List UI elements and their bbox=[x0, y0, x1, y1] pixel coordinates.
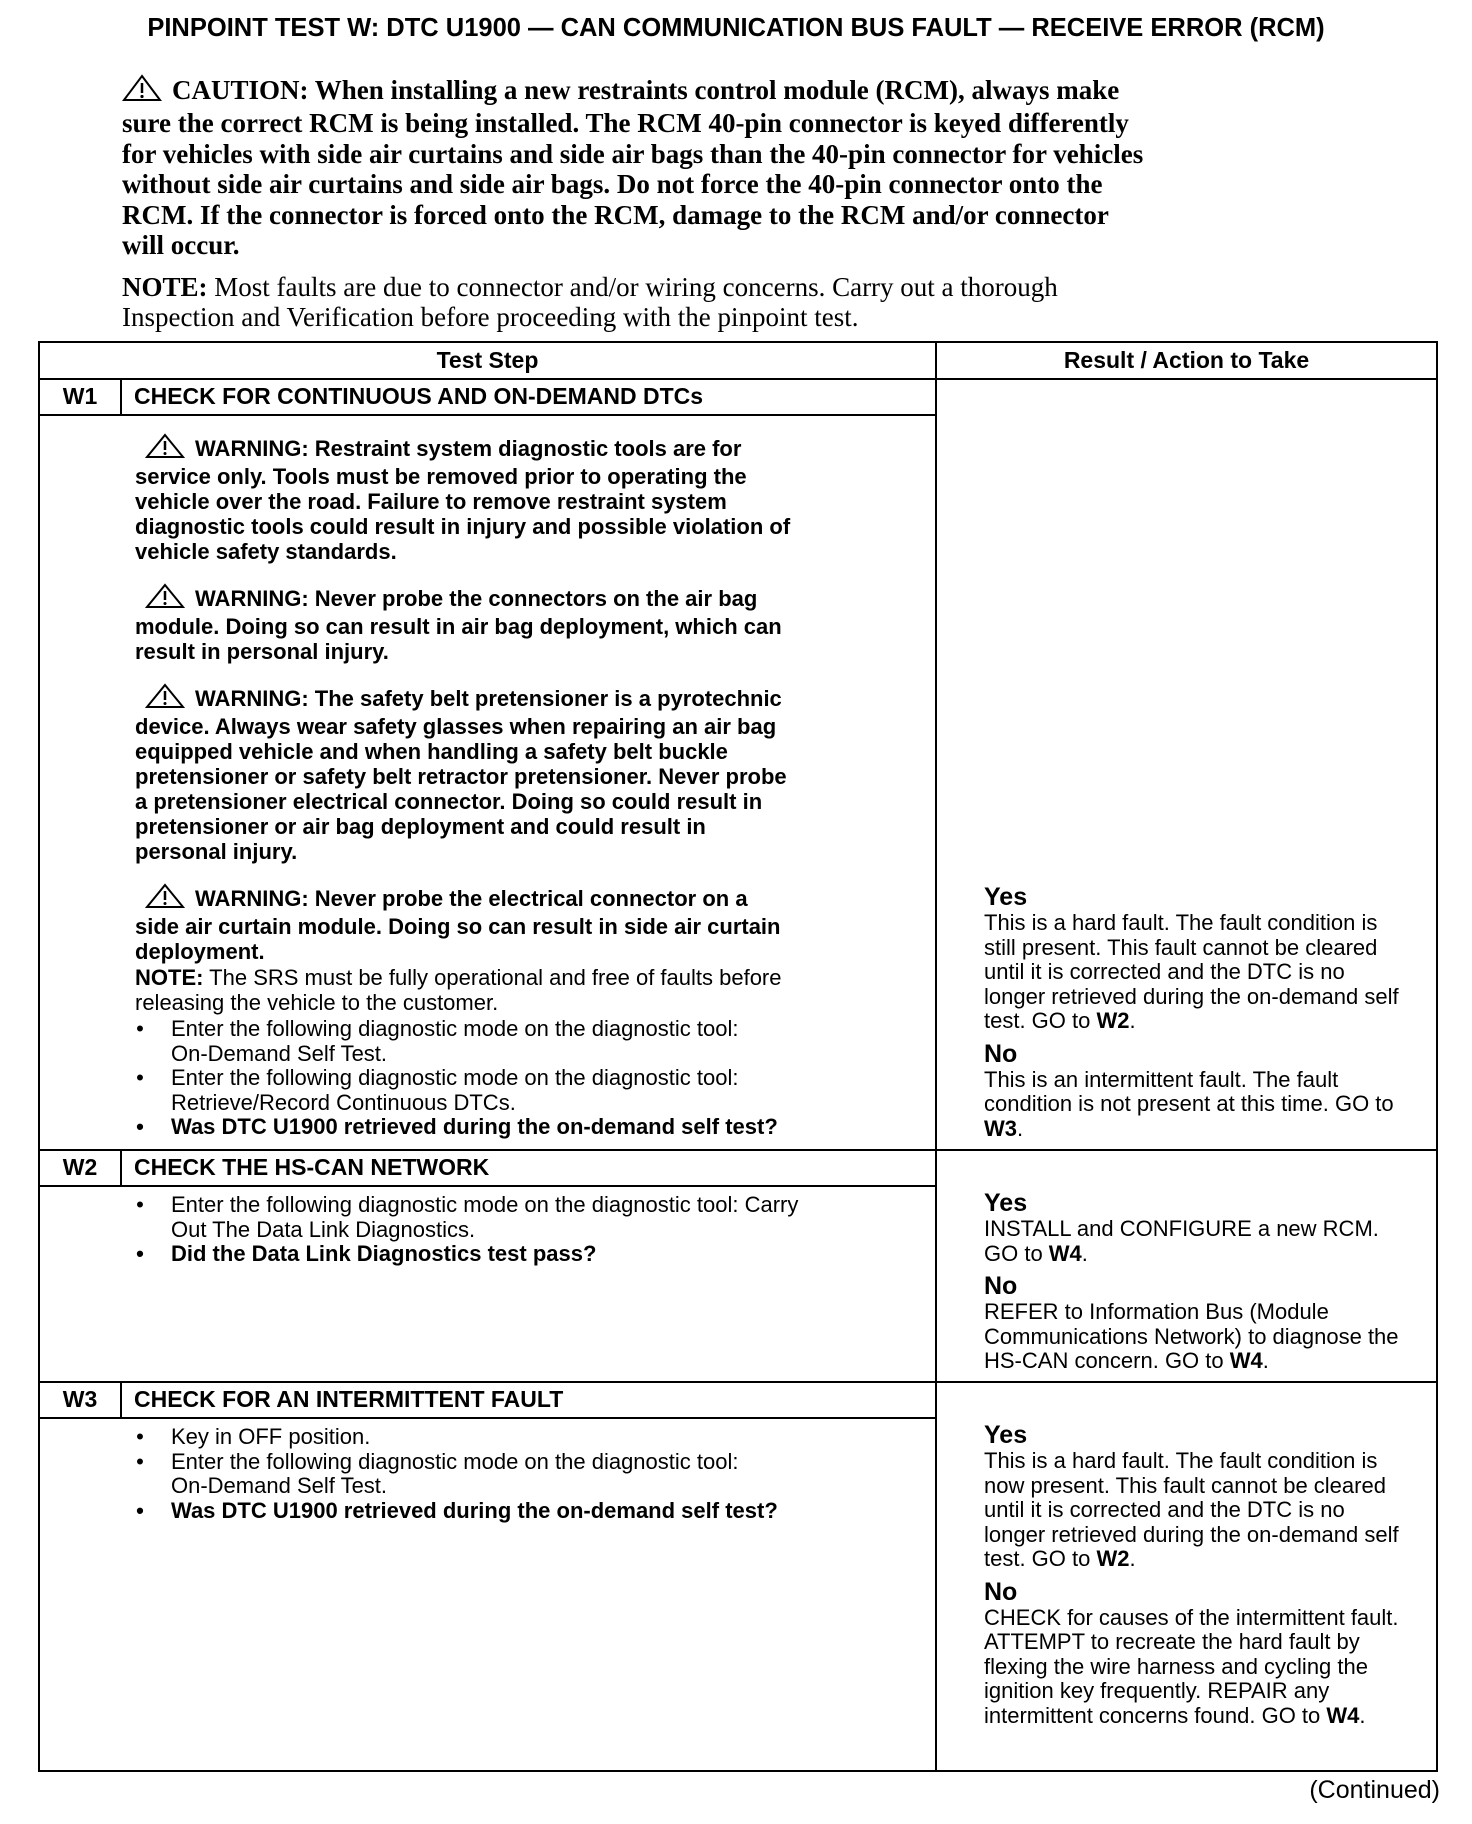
header-result: Result / Action to Take bbox=[1063, 347, 1310, 373]
id-divider bbox=[120, 378, 122, 414]
step-id-w2: W2 bbox=[62, 1154, 98, 1180]
goto-link: W2 bbox=[1096, 1008, 1130, 1033]
warning-triangle-icon bbox=[145, 433, 185, 464]
row-divider bbox=[40, 1417, 935, 1419]
list-item: • Was DTC U1900 retrieved during the on-demand self test? bbox=[136, 1497, 778, 1523]
row-divider bbox=[40, 1149, 1436, 1151]
step-body-w3 bbox=[135, 1425, 925, 1523]
result-yes-label: Yes bbox=[984, 883, 1028, 911]
result-yes-label: Yes bbox=[984, 1421, 1028, 1449]
result-no-label: No bbox=[984, 1577, 1018, 1606]
caution-line: CAUTION: When installing a new restraints control module (RCM), always make bbox=[122, 74, 1352, 108]
note-block bbox=[122, 272, 1352, 332]
page-title: PINPOINT TEST W: DTC U1900 — CAN COMMUNICATION BUS FAULT — RECEIVE ERROR (RCM) bbox=[147, 14, 1325, 42]
result-w3: Yes This is a hard fault. The fault condition is now present. This fault cannot be cleared until it is corrected and the DTC is no longer retrieved during the on-demand self test. GO to W2. No CHECK for causes of the intermittent fault. ATTEMPT to recreate the hard fault by flexing the wire harness and cycling the ignition key frequently. REPAIR any intermittent concerns found. GO to W4. bbox=[984, 1421, 1434, 1728]
pinpoint-test-table bbox=[38, 341, 1438, 1772]
warning-block: WARNING: Restraint system diagnostic tools are for service only. Tools must be removed prior to operating the vehicle over the road. Failure to remove restraint system diagnostic tools could result in injury and possible violation of vehicle safety standards. bbox=[135, 433, 955, 564]
caution-block bbox=[122, 74, 1352, 260]
step-body-w1: NOTE: The SRS must be fully operational and free of faults before releasing the vehicle to the customer. • Enter the following diagnostic mode on the diagnostic tool: On-Demand Self Test. • Enter the following diagnostic mode on the diagnostic tool: Retrieve/Record Continuous DTCs. • Was DTC U1900 retrieved during the on-demand self test? bbox=[135, 966, 925, 1140]
row-divider bbox=[40, 414, 935, 416]
header-test-step: Test Step bbox=[436, 347, 539, 373]
goto-link: W3 bbox=[984, 1115, 1017, 1141]
goto-link: W4 bbox=[1326, 1702, 1360, 1728]
result-w1: Yes This is a hard fault. The fault condition is still present. This fault cannot be cleared until it is corrected and the DTC is no longer retrieved during the on-demand self test. GO to W2. No This is an intermittent fault. The fault condition is not present at this time. GO to W3. bbox=[984, 883, 1434, 1141]
warning-block: WARNING: Never probe the electrical connector on a side air curtain module. Doing so can result in side air curtain deployment. bbox=[135, 883, 955, 964]
goto-link: W2 bbox=[1096, 1546, 1130, 1571]
list-item: • Was DTC U1900 retrieved during the on-demand self test? bbox=[136, 1114, 778, 1139]
list-item: • Enter the following diagnostic mode on the diagnostic tool: On-Demand Self Test. bbox=[136, 1448, 739, 1498]
result-no-label: No bbox=[984, 1272, 1018, 1300]
warning-triangle-icon bbox=[122, 74, 162, 108]
id-divider bbox=[120, 1381, 122, 1417]
warning-triangle-icon bbox=[145, 683, 185, 714]
step-title-w1: CHECK FOR CONTINUOUS AND ON-DEMAND DTCs bbox=[134, 383, 704, 409]
list-item: • Did the Data Link Diagnostics test pass? bbox=[136, 1241, 597, 1266]
warning-triangle-icon bbox=[145, 883, 185, 914]
step-id-w1: W1 bbox=[62, 383, 98, 409]
note-text: Most faults are due to connector and/or wiring concerns. Carry out a thorough bbox=[207, 272, 1058, 302]
id-divider bbox=[120, 1149, 122, 1185]
note-label: NOTE: bbox=[122, 272, 208, 302]
result-yes-label: Yes bbox=[984, 1189, 1028, 1217]
row-divider bbox=[40, 1185, 935, 1187]
caution-line: without side air curtains and side air bags. Do not force the 40-pin connector onto the bbox=[122, 169, 1103, 200]
step-body-w2 bbox=[135, 1193, 925, 1267]
list-item: • Key in OFF position. bbox=[136, 1424, 371, 1449]
step-title-w3: CHECK FOR AN INTERMITTENT FAULT bbox=[134, 1386, 564, 1412]
step-id-w3: W3 bbox=[62, 1386, 98, 1412]
goto-link: W4 bbox=[1229, 1348, 1263, 1373]
caution-line: RCM. If the connector is forced onto the RCM, damage to the RCM and/or connector bbox=[122, 199, 1109, 230]
list-item: • Enter the following diagnostic mode on the diagnostic tool: Carry Out The Data Link Diagnostics. bbox=[136, 1192, 799, 1242]
row-divider bbox=[40, 378, 1436, 380]
warning-block: WARNING: The safety belt pretensioner is a pyrotechnic device. Always wear safety glasses when repairing an air bag equipped vehicle and when handling a safety belt buckle pretensioner or safety belt retractor pretensioner. Never probe a pretensioner electrical connector. Doing so could result in pretensioner or air bag deployment and could result in personal injury. bbox=[135, 683, 955, 864]
result-no-label: No bbox=[984, 1039, 1018, 1068]
continued-label: (Continued) bbox=[1309, 1776, 1440, 1804]
warning-block: WARNING: Never probe the connectors on the air bag module. Doing so can result in air bag deployment, which can result in personal injury. bbox=[135, 583, 955, 664]
note-text: Inspection and Verification before proceeding with the pinpoint test. bbox=[122, 302, 859, 332]
row-divider bbox=[40, 1381, 1436, 1383]
caution-line: for vehicles with side air curtains and side air bags than the 40-pin connector for vehicles bbox=[122, 138, 1144, 169]
warning-triangle-icon bbox=[145, 583, 185, 614]
goto-link: W4 bbox=[1048, 1240, 1082, 1266]
list-item: • Enter the following diagnostic mode on the diagnostic tool: Retrieve/Record Continuous DTCs. bbox=[136, 1065, 739, 1115]
caution-line: will occur. bbox=[122, 230, 240, 261]
caution-line: sure the correct RCM is being installed. The RCM 40-pin connector is keyed differently bbox=[122, 108, 1129, 139]
list-item: • Enter the following diagnostic mode on the diagnostic tool: On-Demand Self Test. bbox=[136, 1016, 739, 1066]
result-w2: Yes INSTALL and CONFIGURE a new RCM. GO to W4. No REFER to Information Bus (Module Communications Network) to diagnose the HS-CAN concern. GO to W4. bbox=[984, 1189, 1434, 1374]
step-title-w2: CHECK THE HS-CAN NETWORK bbox=[134, 1154, 490, 1180]
